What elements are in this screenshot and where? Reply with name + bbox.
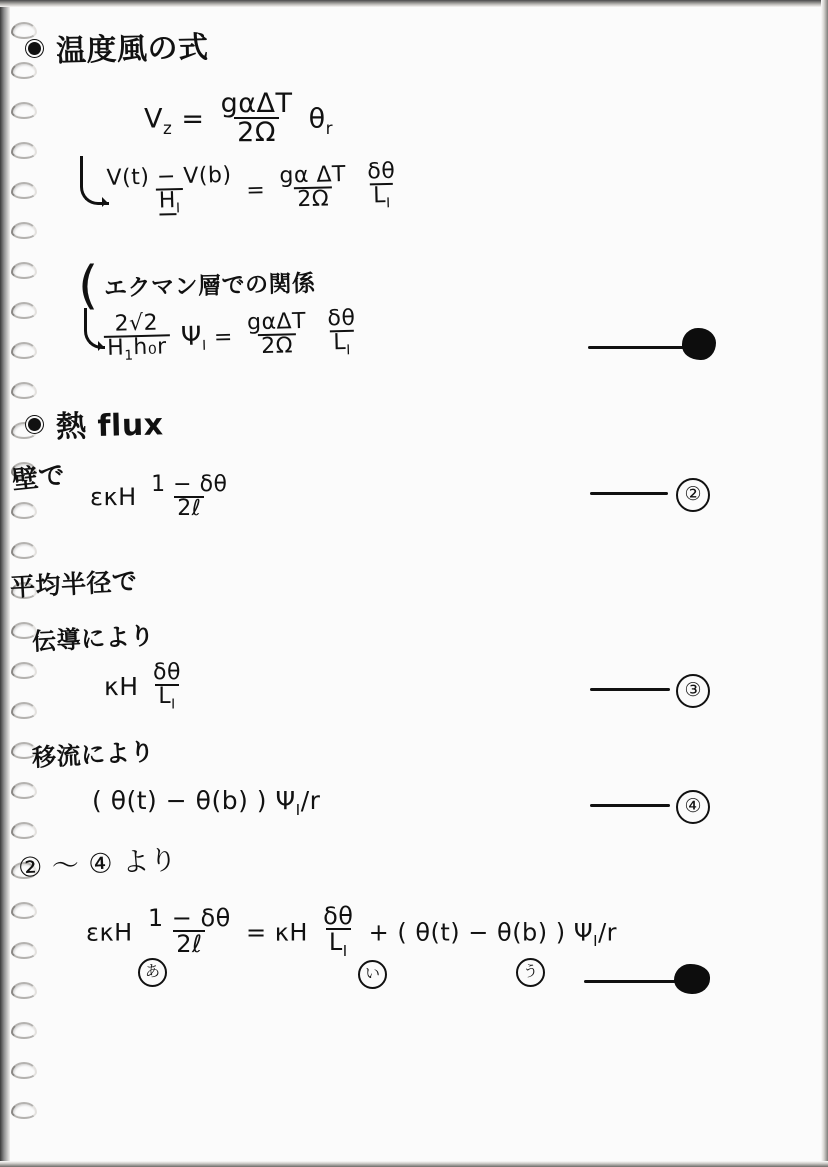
eq3-den-3: $L_I$ [330,330,354,359]
eq3-num-3: δθ [327,305,356,332]
eq3-psi: Ψ [180,321,203,353]
label-by-conduction: 伝導により [31,621,156,656]
bal-plus: + [368,918,390,947]
eq1-rel: = [181,103,205,135]
eq3-fraction-1 [103,312,170,364]
leader-line-5 [584,980,684,983]
leader-line-4 [590,804,670,807]
bal-tail: ( θ(t) − θ(b) ) Ψ [397,918,594,947]
eq3-num-1: 2√2 [114,310,159,337]
bal-tail-sub: I [593,932,599,951]
note-ekman-layer: エクマン層での関係 [103,270,316,302]
annotation-circle-1: あ [138,958,167,987]
bal-den-2: $L_I$ [326,928,351,959]
label-by-advection: 移流により [31,737,156,772]
section-bullet-heat-flux [28,418,41,431]
eq1-lhs: V [144,103,163,135]
bal-num-1: 1 − δθ [147,904,231,933]
equation-conduction [104,660,188,714]
bal-fraction-2 [320,904,356,959]
eq1-fraction [218,90,296,146]
page-bottom-edge-shadow [0,1161,828,1167]
bal-mid: κH [274,918,308,947]
eq2-den-1: $H_I$ [156,188,184,217]
leader-line-3 [590,688,670,691]
eq2-den-2: 2Ω [294,186,332,211]
ink-blob-tag-2 [674,964,710,994]
eq3-den-2: 2Ω [258,333,296,358]
wall-fraction [148,474,230,520]
eq2-fraction-3 [364,158,399,212]
eq2-fraction-2 [276,164,350,212]
bal-lead: εκH [86,918,133,947]
label-at-wall: 壁で [10,460,67,496]
equation-balance [86,902,618,961]
equation-thermal-wind-discrete [99,158,403,220]
bal-den-1: 2ℓ [173,930,205,956]
eq2-fraction-1 [103,162,235,218]
eq3-psi-sub: I [201,337,207,354]
brace-ekman: ( [78,256,99,316]
annotation-circle-2: い [358,960,387,989]
cond-den: $L_I$ [155,684,178,712]
bal-fraction-1 [145,904,234,959]
tag-circled-4: ④ [676,790,710,824]
cond-fraction [150,662,184,712]
heading-heat-flux: 熱 flux [55,407,164,445]
eq1-numerator: gαΔT [220,88,293,119]
eq2-num-1: V(t) − V(b) [106,162,232,191]
eq3-rel: = [213,324,234,351]
heading-combined: ② ～ ④ より [17,844,178,884]
equation-heat-flux-wall [90,472,235,522]
bal-tail-end: /r [598,918,618,947]
tag-circled-2: ② [676,478,710,512]
adv-expr-sub: I [295,801,301,819]
eq1-tail-sub: r [325,117,334,138]
eq3-fraction-3 [324,305,359,359]
equation-ekman-relation [99,305,363,366]
page-content [9,8,822,1160]
cond-num: δθ [153,660,181,685]
bal-rel: = [245,918,267,947]
adv-expr-tail: /r [300,786,321,815]
cond-expr-lead: κH [104,672,139,702]
page-right-edge-shadow [821,0,828,1167]
eq3-num-2: gαΔT [246,308,307,336]
page-left-edge-shadow [0,0,10,1167]
eq1-denominator: 2Ω [234,117,279,146]
bal-num-2: δθ [323,902,354,930]
heading-thermal-wind: 温度風の式 [55,30,209,69]
leader-line-2 [590,492,668,495]
equation-thermal-wind [144,88,334,148]
eq3-den-1: $H_1h_0r$ [104,334,170,364]
eq2-num-2: gα ΔT [279,162,347,189]
section-bullet-thermal-wind [28,42,41,55]
eq1-tail: θ [308,103,326,135]
eq2-den-3: $L_I$ [370,183,394,212]
wall-num: 1 − δθ [151,472,228,497]
ink-blob-tag-1 [682,328,716,360]
eq2-num-3: δθ [367,158,396,185]
wall-den: 2ℓ [174,496,204,520]
leader-line-1 [588,346,694,349]
eq3-fraction-2 [244,308,310,360]
eq2-rel: = [246,177,266,204]
annotation-circle-3: う [516,958,545,987]
page-top-edge-shadow [0,0,828,7]
label-mean-radius: 平均半径で [9,566,139,602]
tag-circled-3: ③ [676,674,710,708]
adv-expr: ( θ(t) − θ(b) ) Ψ [92,786,296,815]
eq1-lhs-sub: z [162,117,173,138]
equation-advection [92,786,320,819]
wall-expr-lead: εκH [90,483,137,511]
